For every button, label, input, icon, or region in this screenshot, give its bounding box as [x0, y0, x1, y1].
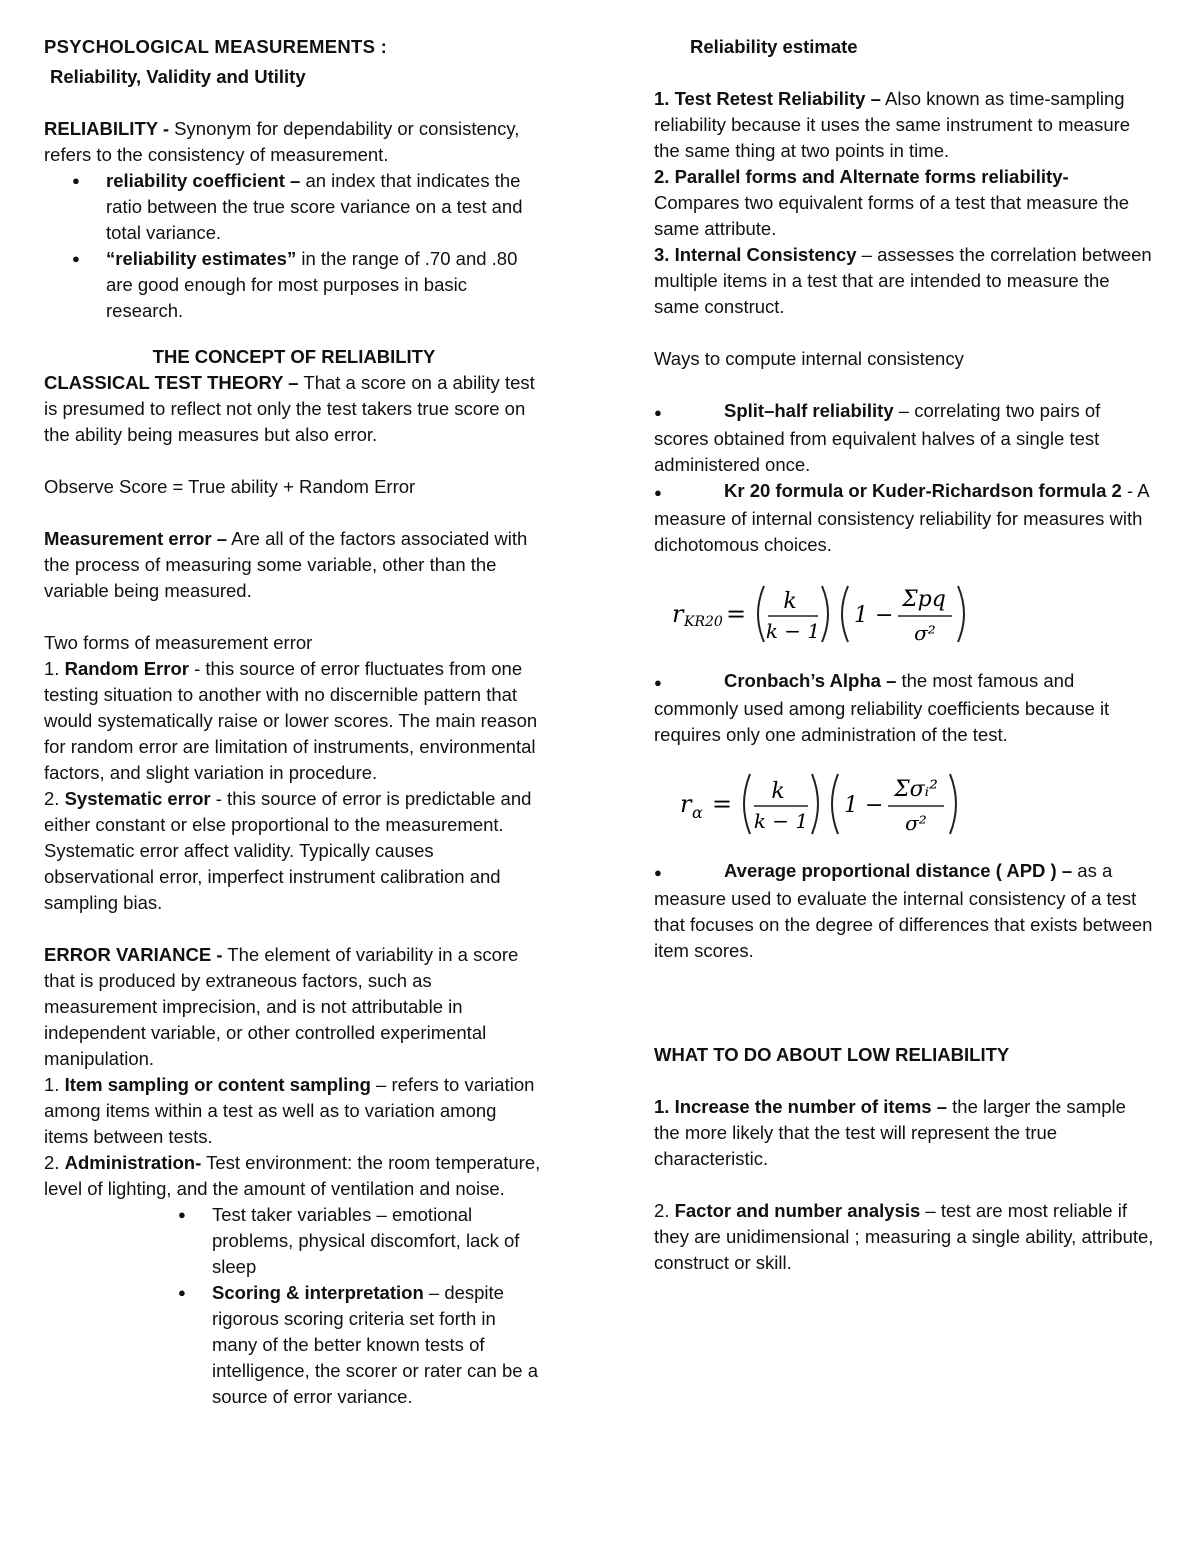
- ctt-definition: CLASSICAL TEST THEORY – That a score on a ability test is presumed to reflect not only the test takers true score on the ability being measures but also error.: [44, 372, 535, 445]
- formula-sub: KR20: [684, 614, 723, 630]
- concept-heading: THE CONCEPT OF RELIABILITY: [152, 346, 436, 367]
- parallel-forms-item: 2. Parallel forms and Alternate forms reliability- Compares two equivalent forms of a test that measure the same attribute.: [654, 166, 1130, 239]
- formula-den2: σ²: [905, 811, 927, 835]
- bullet-test-taker-variables: ● Test taker variables – emotional problems, physical discomfort, lack of sleep: [212, 1202, 544, 1280]
- bullet-reliability-estimates: ● “reliability estimates” in the range of .70 and .80 are good enough for most purposes in basic research.: [44, 246, 544, 324]
- formula-one: 1 −: [854, 603, 894, 628]
- ways-heading: Ways to compute internal consistency: [654, 348, 964, 369]
- left-column: [44, 34, 544, 1410]
- formula-den2: σ²: [914, 621, 936, 645]
- error-variance-definition: ERROR VARIANCE - The element of variability in a score that is produced by extraneous factors, such as measurement imprecision, and is not attributable in independent variable, or other controlled experimental manipulation.: [44, 944, 519, 1069]
- systematic-error-item: 2. Systematic error - this source of error is predictable and either constant or else proportional to the measurement. Systematic error affect validity. Typically causes observational error, imperfect instrument calibration and sampling bias.: [44, 788, 532, 913]
- administration-bullets: [44, 1202, 544, 1410]
- split-half-item: ● Split–half reliability – correlating two pairs of scores obtained from equivalent halves of a single test administered once.: [654, 400, 1101, 475]
- bullet-scoring-interpretation: ● Scoring & interpretation – despite rigorous scoring criteria set forth in many of the better known tests of intelligence, the scorer or rater can be a source of error variance.: [212, 1280, 544, 1410]
- bullet-icon: ●: [654, 675, 662, 690]
- formula-den: k − 1: [753, 809, 809, 833]
- bullet-icon: ●: [654, 865, 662, 880]
- reliability-bullets: [44, 168, 544, 324]
- formula-lhs: r: [680, 790, 692, 818]
- document-subtitle: Reliability, Validity and Utility: [50, 66, 306, 87]
- formula-one: 1 −: [844, 793, 884, 818]
- bullet-reliability-coefficient: ● reliability coefficient – an index that indicates the ratio between the true score variance on a test and total variance.: [44, 168, 544, 246]
- bullet-icon: ●: [654, 485, 662, 500]
- kr20-item: ● Kr 20 formula or Kuder-Richardson formula 2 - A measure of internal consistency reliability for measures with dichotomous choices.: [654, 480, 1149, 555]
- formula-eq: =: [726, 600, 747, 628]
- apd-item: ● Average proportional distance ( APD ) – as a measure used to evaluate the internal consistency of a test that focuses on the degree of differences that exists between item scores.: [654, 860, 1153, 961]
- formula-num2: Σσᵢ²: [894, 777, 938, 802]
- measurement-error-definition: Measurement error – Are all of the factors associated with the process of measuring some variable, other than the variable being measured.: [44, 528, 528, 601]
- random-error-item: 1. Random Error - this source of error fluctuates from one testing situation to another with no discernible pattern that would systematically raise or lower scores. The main reason for random error are limitation of instruments, environmental factors, and slight variation in procedure.: [44, 658, 538, 783]
- formula-sub: α: [692, 803, 703, 822]
- cronbach-alpha-item: ● Cronbach’s Alpha – the most famous and commonly used among reliability coefficients because it requires only one administration of the test.: [654, 670, 1110, 745]
- increase-items-item: 1. Increase the number of items – the larger the sample the more likely that the test will represent the true characteristic.: [654, 1096, 1126, 1169]
- reliability-estimate-heading: Reliability estimate: [690, 36, 858, 57]
- reliability-definition: RELIABILITY - Synonym for dependability or consistency, refers to the consistency of measurement.: [44, 118, 520, 165]
- formula-eq: =: [712, 790, 733, 818]
- document-title: PSYCHOLOGICAL MEASUREMENTS :: [44, 36, 388, 57]
- internal-consistency-item: 3. Internal Consistency – assesses the correlation between multiple items in a test that are intended to measure the same construct.: [654, 244, 1152, 317]
- alpha-formula: [672, 768, 1154, 838]
- right-column: [654, 34, 1154, 1276]
- low-reliability-heading: WHAT TO DO ABOUT LOW RELIABILITY: [654, 1044, 1010, 1065]
- bullet-icon: ●: [654, 405, 662, 420]
- item-sampling-item: 1. Item sampling or content sampling – refers to variation among items within a test as well as to variation among items between tests.: [44, 1074, 535, 1147]
- test-retest-item: 1. Test Retest Reliability – Also known as time-sampling reliability because it uses the same instrument to measure the same thing at two points in time.: [654, 88, 1131, 161]
- factor-analysis-item: 2. Factor and number analysis – test are most reliable if they are unidimensional ; measuring a single ability, attribute, construct or skill.: [654, 1200, 1154, 1273]
- two-forms-heading: Two forms of measurement error: [44, 632, 313, 653]
- formula-num: k: [771, 779, 785, 804]
- formula-lhs: r: [672, 600, 684, 628]
- formula-num: k: [783, 589, 797, 614]
- observe-score-formula: Observe Score = True ability + Random Error: [44, 476, 416, 497]
- administration-item: 2. Administration- Test environment: the room temperature, level of lighting, and the amount of ventilation and noise.: [44, 1152, 541, 1199]
- formula-den: k − 1: [765, 619, 821, 643]
- kr20-formula: [672, 578, 1154, 648]
- formula-num2: Σpq: [902, 587, 946, 612]
